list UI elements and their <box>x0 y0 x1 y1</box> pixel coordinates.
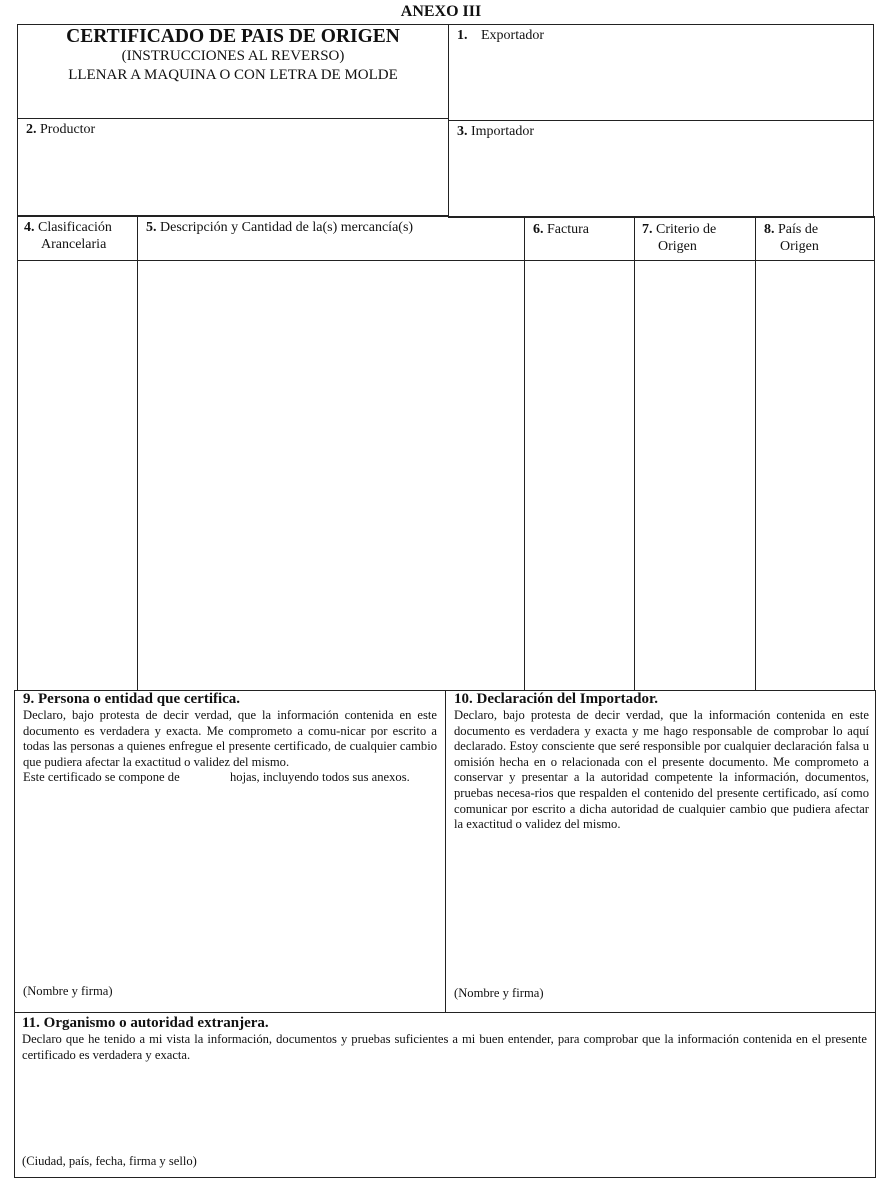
section-10-importer[interactable] <box>445 690 876 1013</box>
column-label: Descripción y Cantidad de la(s) mercancía(s) <box>160 220 414 235</box>
field-productor[interactable] <box>17 118 449 216</box>
column-divider <box>755 216 756 691</box>
input-descripcion[interactable] <box>139 262 523 690</box>
column-label: Arancelaria <box>41 237 107 252</box>
column-label: Origen <box>658 239 697 254</box>
column-label: Factura <box>547 222 589 237</box>
section-11-text: Declaro que he tenido a mi vista la información, documentos y pruebas suficientes a mi buen entender, para comprobar que la información contenida en el presente certificado es verdadera y exacta. <box>22 1032 867 1062</box>
field-label-importador: Importador <box>471 124 534 139</box>
column-divider <box>137 216 138 691</box>
section-9-pages-line <box>23 770 437 786</box>
column-header-descripcion <box>146 219 516 236</box>
field-importador[interactable] <box>448 120 874 218</box>
field-number: 6. <box>533 222 544 237</box>
column-header-clasificacion <box>24 219 136 253</box>
column-header-pais <box>764 221 872 255</box>
input-pais[interactable] <box>757 262 874 690</box>
form-subtitle-fill: LLENAR A MAQUINA O CON LETRA DE MOLDE <box>68 67 398 83</box>
column-header-criterio <box>642 221 752 255</box>
column-label: País de <box>778 222 819 237</box>
field-label-exportador: Exportador <box>481 28 544 43</box>
section-10-title: 10. Declaración del Importador. <box>454 691 659 707</box>
field-number: 5. <box>146 220 157 235</box>
input-criterio[interactable] <box>636 262 754 690</box>
field-number: 4. <box>24 220 35 235</box>
signature-label: (Nombre y firma) <box>23 984 113 998</box>
input-factura[interactable] <box>526 262 633 690</box>
field-number: 8. <box>764 222 775 237</box>
field-number: 7. <box>642 222 653 237</box>
pages-suffix: hojas, incluyendo todos sus anexos. <box>229 770 410 785</box>
input-clasificacion[interactable] <box>18 262 136 690</box>
annex-title: ANEXO III <box>400 3 482 20</box>
signature-label: (Nombre y firma) <box>454 986 544 1000</box>
section-9-title: 9. Persona o entidad que certifica. <box>23 691 241 707</box>
form-title: CERTIFICADO DE PAIS DE ORIGEN <box>66 26 400 47</box>
field-exportador[interactable] <box>448 24 874 121</box>
section-10-text: Declaro, bajo protesta de decir verdad, que la información contenida en este documento es verdadera y exacta y me hago responsable de comprobar lo aquí declarado. Estoy consciente que seré responsible por cualquier declaración falsa u omisión hecha en o relacionada con el presente documento. Me comprometo a conservar y presentar a la autoridad competente la información, documentos, pruebas necesa-rios que respalden el contenido del presente certificado, así como comunicar por escrito a dicha autoridad de cualquier cambio que pudiera afectar la exactitud o validez del mismo. <box>454 708 869 832</box>
section-11-foreign-authority[interactable] <box>14 1012 876 1178</box>
section-11-title: 11. Organismo o autoridad extranjera. <box>22 1015 269 1031</box>
column-divider <box>524 216 525 691</box>
column-label: Origen <box>780 239 819 254</box>
pages-prefix: Este certificado se compone de <box>23 770 180 785</box>
column-label: Clasificación <box>38 220 112 235</box>
field-number: 2. <box>26 122 37 137</box>
signature-label: (Ciudad, país, fecha, firma y sello) <box>22 1154 197 1168</box>
column-divider <box>634 216 635 691</box>
column-label: Criterio de <box>656 222 717 237</box>
section-9-certifier[interactable] <box>14 690 446 1013</box>
column-header-factura <box>533 221 628 238</box>
field-label-productor: Productor <box>40 122 96 137</box>
section-9-text: Declaro, bajo protesta de decir verdad, que la información contenida en este documento es verdadera y exacta. Me comprometo a comu-nicar por escrito a todas las personas a quienes enfregue el presente certificado, de cualquier cambio que pudiera afectar la exactitud o validez del mismo. <box>23 708 437 769</box>
field-number: 3. <box>457 124 468 139</box>
field-number: 1. <box>457 28 468 43</box>
table-header-divider <box>17 260 875 261</box>
form-subtitle-instructions: (INSTRUCCIONES AL REVERSO) <box>121 48 345 64</box>
